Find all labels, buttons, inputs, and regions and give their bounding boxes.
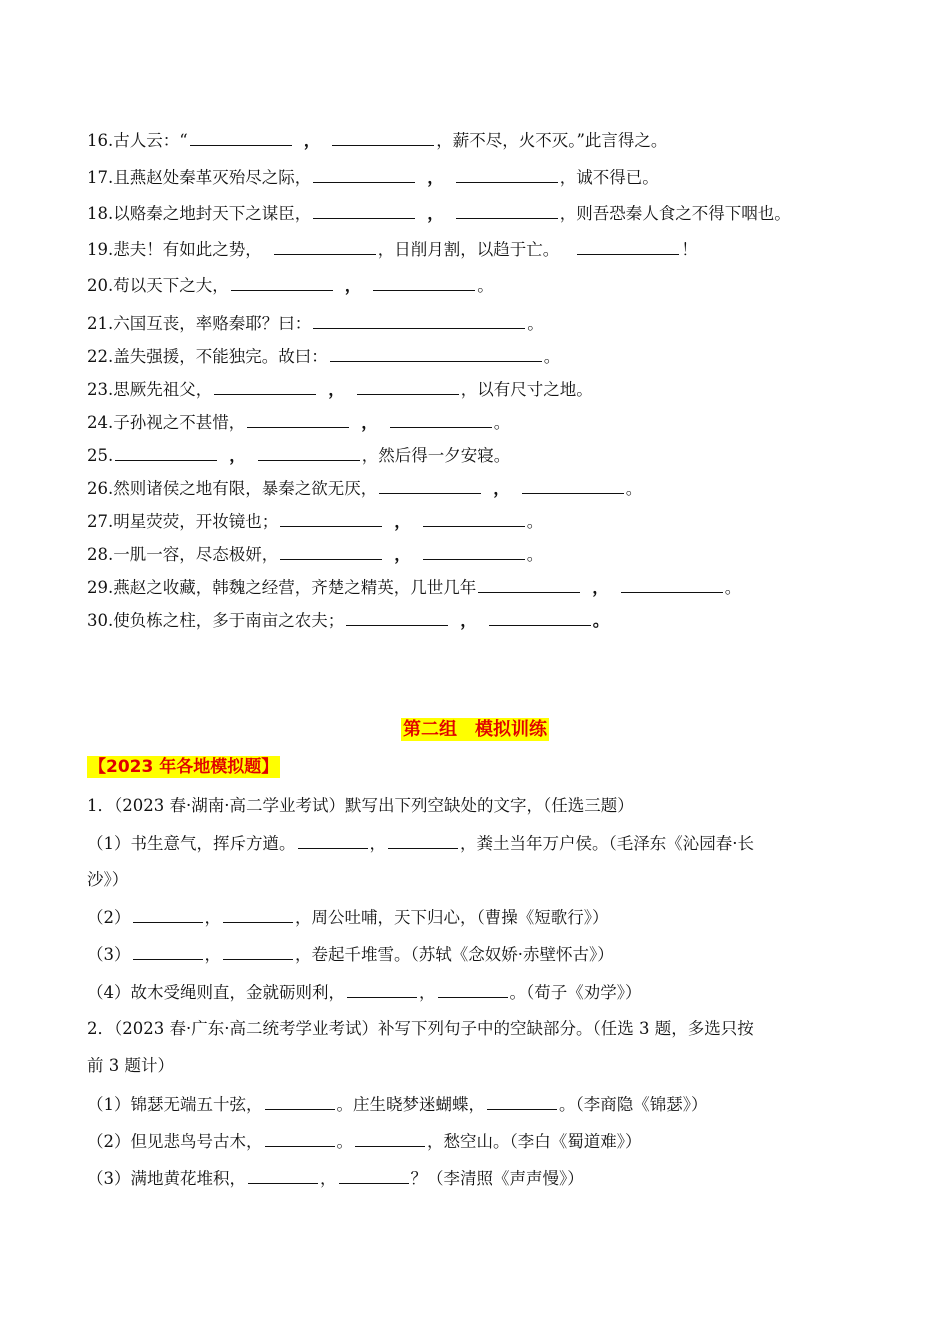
list-item (87, 543, 877, 566)
answer-blank[interactable] (258, 444, 360, 461)
item-text: ， (320, 1169, 337, 1188)
item-text: 使负栋之柱，多于南亩之农夫； (113, 611, 345, 630)
item-text: 思厥先祖父， (113, 380, 213, 399)
item-text: 苟以天下之大， (113, 276, 229, 295)
item-text: 然则诸侯之地有限，暴秦之欲无厌， (113, 479, 378, 498)
answer-blank[interactable] (265, 1130, 335, 1147)
item-number: 20. (87, 276, 114, 295)
answer-blank[interactable] (274, 238, 376, 255)
answer-blank[interactable] (357, 378, 459, 395)
list-item (87, 576, 877, 599)
answer-blank[interactable] (423, 543, 525, 560)
item-separator: ， (394, 545, 411, 564)
item-text: 。 (543, 347, 561, 366)
answer-blank[interactable] (347, 981, 417, 998)
list-item (87, 609, 877, 632)
answer-blank[interactable] (522, 477, 624, 494)
item-text: 。（李商隐《锦瑟》） (559, 1095, 708, 1114)
answer-blank[interactable] (231, 274, 333, 291)
item-text: ，周公吐哺，天下归心，（曹操《短歌行》） (295, 908, 609, 927)
item-text: 一肌一容，尽态极妍， (113, 545, 279, 564)
section-title: 第二组 模拟训练 (403, 719, 547, 740)
item-text: 。 (336, 1132, 353, 1151)
item-text: ， (419, 983, 436, 1002)
answer-blank[interactable] (247, 411, 349, 428)
item-text: ，粪土当年万户侯。（毛泽东《沁园春·长 (460, 834, 754, 853)
item-number: 28. (87, 545, 114, 564)
item-number: 30. (87, 611, 114, 630)
item-separator: ， (229, 446, 246, 465)
item-text: ！ (681, 240, 698, 259)
item-text: 燕赵之收藏，韩魏之经营，齐楚之精英，几世几年 (113, 578, 477, 597)
list-item (87, 411, 877, 434)
list-item (87, 238, 877, 261)
list-item (87, 345, 877, 368)
item-text: 悲夫！有如此之势， (113, 240, 262, 259)
item-number: 24. (87, 413, 114, 432)
item-text: ，诚不得已。 (559, 168, 659, 187)
item-separator: ， (328, 380, 345, 399)
item-text: ？（李清照《声声慢》） (410, 1169, 584, 1188)
item-text: 盖失强援，不能独完。故曰： (113, 347, 328, 366)
item-text: （3） (87, 945, 131, 964)
answer-blank[interactable] (621, 576, 723, 593)
answer-blank[interactable] (313, 312, 525, 329)
item-text: （1）书生意气，挥斥方遒。 (87, 834, 296, 853)
question-1-item (87, 943, 877, 966)
list-item (87, 274, 877, 297)
answer-blank[interactable] (298, 832, 368, 849)
item-number: 26. (87, 479, 114, 498)
item-separator: ， (394, 512, 411, 531)
item-number: 23. (87, 380, 114, 399)
item-number: 21. (87, 314, 114, 333)
item-text: 古人云：“ (113, 131, 188, 150)
item-text: 且燕赵处秦革灭殆尽之际， (113, 168, 312, 187)
item-separator: ， (344, 276, 362, 295)
question-2-head-continued: 前 3 题计） (87, 1056, 174, 1075)
item-text: （2） (87, 908, 131, 927)
question-1-item (87, 981, 877, 1004)
item-separator: ， (460, 611, 477, 630)
item-text: （1）锦瑟无端五十弦， (87, 1095, 263, 1114)
item-text: ，以有尺寸之地。 (460, 380, 593, 399)
answer-blank[interactable] (355, 1130, 425, 1147)
item-number: 25. (87, 446, 114, 465)
item-text: 。 (527, 314, 544, 333)
answer-blank[interactable] (280, 543, 382, 560)
list-item (87, 477, 877, 500)
question-2-item (87, 1167, 877, 1190)
item-text: ，则吾恐秦人食之不得下咽也。 (559, 204, 791, 223)
item-text: ，愁空山。（李白《蜀道难》） (427, 1132, 642, 1151)
answer-blank[interactable] (388, 832, 458, 849)
item-separator: ， (427, 168, 444, 187)
answer-blank[interactable] (373, 274, 475, 291)
answer-blank[interactable] (379, 477, 481, 494)
question-2-item (87, 1130, 877, 1153)
item-text: 。 (477, 276, 494, 295)
question-1-item (87, 906, 877, 929)
answer-blank[interactable] (313, 166, 415, 183)
item-text: ， (204, 908, 221, 927)
answer-blank[interactable] (115, 444, 217, 461)
item-number: 19. (87, 240, 114, 259)
answer-blank[interactable] (313, 202, 415, 219)
item-text: 。庄生晓梦迷蝴蝶， (336, 1095, 485, 1114)
answer-blank[interactable] (190, 129, 292, 146)
item-text: ，日削月割，以趋于亡。 (377, 240, 560, 259)
answer-blank[interactable] (265, 1093, 335, 1110)
item-text: 。（荀子《劝学》） (509, 983, 642, 1002)
item-number: 22. (87, 347, 114, 366)
answer-blank[interactable] (332, 129, 434, 146)
question-1-head: 1．（2023 春·湖南·高二学业考试）默写出下列空缺处的文字，（任选三题） (87, 796, 634, 815)
item-text: ， (204, 945, 221, 964)
answer-blank[interactable] (223, 906, 293, 923)
item-number: 16. (87, 131, 114, 150)
question-1-item-continued: 沙》） (87, 870, 129, 889)
item-number: 29. (87, 578, 114, 597)
list-item (87, 510, 877, 533)
list-item (87, 202, 877, 225)
answer-blank[interactable] (339, 1167, 409, 1184)
answer-blank[interactable] (280, 510, 382, 527)
answer-blank[interactable] (577, 238, 679, 255)
item-text: （3）满地黄花堆积， (87, 1169, 246, 1188)
item-text: 。 (493, 413, 511, 432)
item-text: 。 (526, 512, 544, 531)
answer-blank[interactable] (390, 411, 492, 428)
answer-blank[interactable] (214, 378, 316, 395)
answer-blank[interactable] (423, 510, 525, 527)
answer-blank[interactable] (478, 576, 580, 593)
answer-blank[interactable] (438, 981, 508, 998)
item-text: 子孙视之不甚惜， (113, 413, 246, 432)
answer-blank[interactable] (487, 1093, 557, 1110)
item-number: 17. (87, 168, 114, 187)
item-text: 明星荧荧，开妆镜也； (113, 512, 279, 531)
item-number: 27. (87, 512, 114, 531)
list-item (87, 312, 877, 335)
answer-blank[interactable] (346, 609, 448, 626)
section-tag: 【2023 年各地模拟题】 (89, 757, 279, 777)
list-item (87, 444, 877, 467)
list-item (87, 166, 877, 189)
item-text: 。 (724, 578, 742, 597)
item-separator: ， (493, 479, 510, 498)
item-text: （2）但见悲鸟号古木， (87, 1132, 263, 1151)
answer-blank[interactable] (456, 166, 558, 183)
item-text: 以赂秦之地封天下之谋臣， (113, 204, 312, 223)
answer-blank[interactable] (133, 906, 203, 923)
item-text: ，薪不尽，火不灭。”此言得之。 (436, 131, 668, 150)
answer-blank[interactable] (223, 943, 293, 960)
question-2-head: 2．（2023 春·广东·高二统考学业考试）补写下列句子中的空缺部分。（任选 3 题，多选只按 (87, 1019, 754, 1038)
question-2-item (87, 1093, 877, 1116)
item-text: ， (369, 834, 386, 853)
answer-blank[interactable] (456, 202, 558, 219)
item-text: （4）故木受绳则直，金就砺则利， (87, 983, 345, 1002)
question-1-item (87, 832, 877, 855)
item-text: ，卷起千堆雪。（苏轼《念奴娇·赤壁怀古》） (295, 945, 614, 964)
answer-blank[interactable] (248, 1167, 318, 1184)
answer-blank[interactable] (330, 345, 542, 362)
item-text: 六国互丧，率赂秦耶？曰： (113, 314, 312, 333)
item-text: 。 (625, 479, 643, 498)
item-text: 。 (592, 611, 610, 630)
answer-blank[interactable] (133, 943, 203, 960)
item-separator: ， (303, 131, 321, 150)
list-item (87, 378, 877, 401)
item-number: 18. (87, 204, 114, 223)
item-separator: ， (427, 204, 444, 223)
item-text: ，然后得一夕安寝。 (361, 446, 511, 465)
item-text: 。 (526, 545, 544, 564)
list-item (87, 129, 877, 152)
answer-blank[interactable] (489, 609, 591, 626)
item-separator: ， (592, 578, 609, 597)
item-separator: ， (361, 413, 378, 432)
